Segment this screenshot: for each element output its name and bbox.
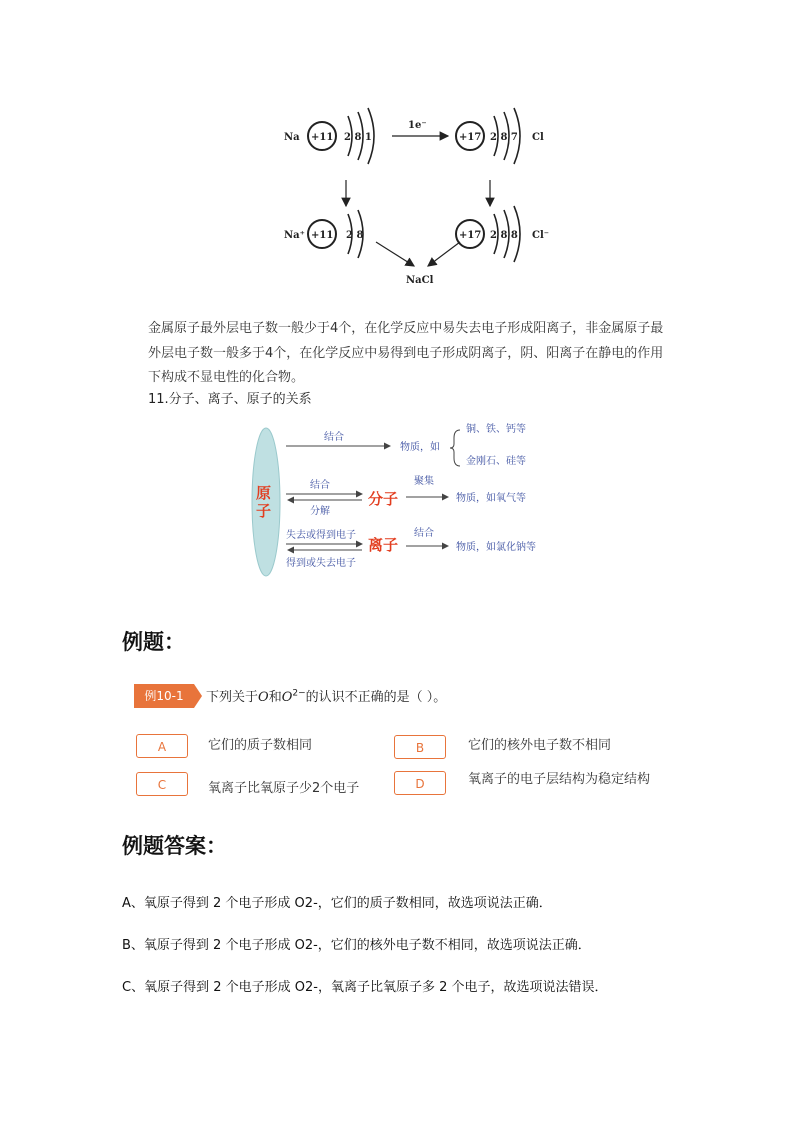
substance-1: 物质，如 xyxy=(400,442,440,453)
o2-symbol: O xyxy=(281,690,293,705)
na-ion-nucleus-charge: +11 xyxy=(311,230,334,241)
option-d-button[interactable]: D xyxy=(394,771,446,795)
combine-label-3: 结合 xyxy=(414,528,434,539)
nacl-label: NaCl xyxy=(406,275,434,286)
gather-label: 聚集 xyxy=(414,476,434,487)
substance-3: 物质，如氯化钠等 xyxy=(456,542,536,553)
cl-ion-label: Cl⁻ xyxy=(532,230,550,241)
answer-b: B、氧原子得到 2 个电子形成 O2-，它们的核外电子数不相同，故选项说法正确． xyxy=(122,938,591,953)
ionic-bond-diagram xyxy=(270,100,560,295)
atom-label: 原 xyxy=(256,484,272,502)
example-question xyxy=(206,686,446,705)
o2-charge: 2− xyxy=(292,688,306,699)
examples-metals: 铜、铁、钙等 xyxy=(466,424,526,435)
ionic-explanation-paragraph: 金属原子最外层电子数一般少于4个，在化学反应中易失去电子形成阳离子，非金属原子最外层电子数一般多于4个，在化学反应中易得到电子形成阴离子，阴、阳离子在静电的作用下构成不显电性的化合物。 xyxy=(148,321,664,385)
cl-shells: 2 8 7 xyxy=(490,132,518,143)
answer-a: A、氧原子得到 2 个电子形成 O2-，它们的质子数相同，故选项说法正确． xyxy=(122,896,552,911)
option-c-button[interactable]: C xyxy=(136,772,188,796)
o-symbol: O xyxy=(258,690,269,705)
lose-gain-label: 失去或得到电子 xyxy=(286,530,356,541)
na-ion-label: Na⁺ xyxy=(284,230,305,241)
example-tag: 例10-1 xyxy=(134,684,194,708)
atom-molecule-ion-diagram xyxy=(250,418,562,578)
cl-label: Cl xyxy=(532,132,544,143)
examples-nonmetals: 金刚石、硅等 xyxy=(466,456,526,467)
and-text: 和 xyxy=(268,690,282,705)
na-ion-shells: 2 8 xyxy=(346,230,364,241)
question-suffix: 的认识不正确的是（ ）。 xyxy=(305,690,447,705)
atom-label-2: 子 xyxy=(256,502,272,520)
molecule-label: 分子 xyxy=(368,490,399,508)
electron-transfer-label: 1e⁻ xyxy=(408,120,427,131)
na-shells: 2 8 1 xyxy=(344,132,372,143)
option-d-text: 氧离子的电子层结构为稳定结构 xyxy=(468,772,651,787)
ion-label: 离子 xyxy=(368,536,399,554)
gain-lose-label: 得到或失去电子 xyxy=(286,558,356,569)
cl-ion-nucleus-charge: +17 xyxy=(459,230,482,241)
option-c-text: 氧离子比氧原子少2个电子 xyxy=(208,781,360,796)
decompose-label: 分解 xyxy=(310,506,330,517)
substance-2: 物质，如氧气等 xyxy=(456,493,526,504)
answer-heading: 例题答案： xyxy=(122,834,227,858)
section-11-title: 11.分子、离子、原子的关系 xyxy=(148,392,312,407)
answer-c: C、氧原子得到 2 个电子形成 O2-，氧离子比氧原子多 2 个电子，故选项说法错误． xyxy=(122,980,608,995)
cl-nucleus-charge: +17 xyxy=(459,132,482,143)
na-label: Na xyxy=(284,132,300,143)
na-nucleus-charge: +11 xyxy=(311,132,334,143)
cl-ion-shells: 2 8 8 xyxy=(490,230,518,241)
option-a-button[interactable]: A xyxy=(136,734,188,758)
combine-label-1: 结合 xyxy=(324,432,344,443)
option-a-text: 它们的质子数相同 xyxy=(208,738,313,753)
question-prefix: 下列关于 xyxy=(206,690,259,705)
option-b-button[interactable]: B xyxy=(394,735,446,759)
combine-label-2: 结合 xyxy=(310,480,330,491)
example-heading: 例题： xyxy=(122,630,185,654)
option-b-text: 它们的核外电子数不相同 xyxy=(468,738,612,753)
